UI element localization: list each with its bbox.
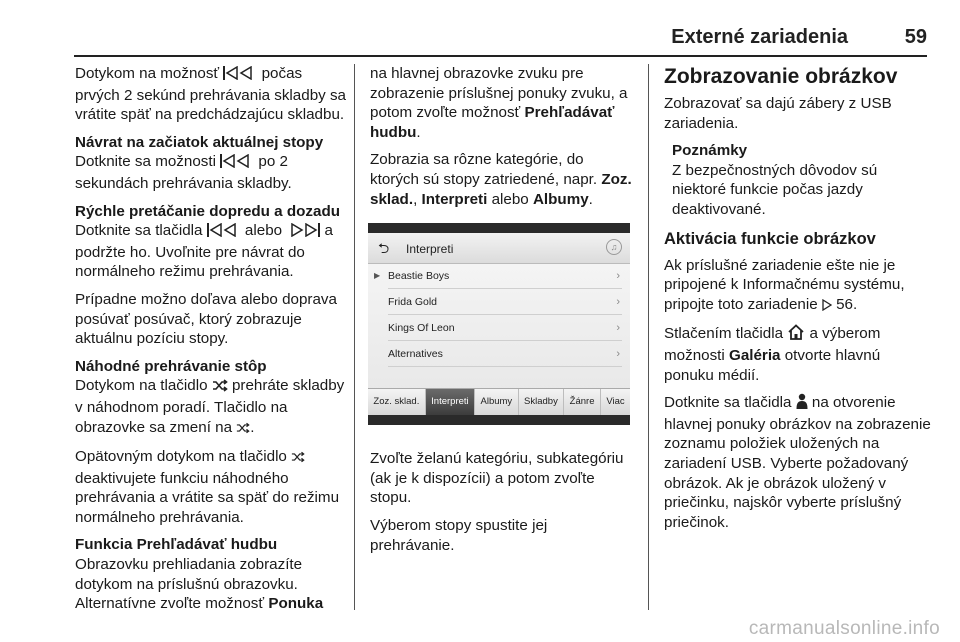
page-header: [0, 0, 960, 56]
watermark: carmanualsonline.info: [748, 618, 940, 639]
tab-songs[interactable]: Skladby: [519, 389, 565, 415]
paragraph-gallery: Stlačením tlačidla a výberom možnosti Galéria otvorte hlavnú ponuku médií.: [664, 325, 881, 384]
note-box: [664, 141, 934, 219]
chevron-right-icon: ›: [616, 270, 620, 283]
column-middle: [370, 64, 634, 563]
heading-restart-track: Návrat na začiatok aktuálnej stopy: [75, 133, 324, 151]
shuffle-icon: [212, 378, 228, 398]
page-number: 59: [904, 26, 927, 48]
note-title: Poznámky: [672, 142, 748, 160]
paragraph-slider: Prípadne možno doľava alebo doprava posúvať posúvač, ktorý zobrazuje aktuálnu pozíciu stopy.: [75, 290, 337, 348]
shuffle-icon: [291, 449, 305, 469]
heading-shuffle: Náhodné prehrávanie stôp: [75, 357, 267, 375]
paragraph-restart-track: Dotknite sa možnosti po 2 sekundách prehrávania skladby.: [75, 153, 292, 192]
chevron-right-icon: ›: [616, 322, 620, 335]
chevron-right-icon: ›: [616, 348, 620, 361]
paragraph-shuffle: Dotykom na tlačidlo prehráte skladby v náhodnom poradí. Tlačidlo na obrazovke sa zmení na .: [75, 376, 347, 439]
play-indicator-icon: ▶: [374, 271, 381, 281]
screen-display: [368, 233, 630, 415]
list-item[interactable]: Alternatives ›: [388, 341, 622, 367]
music-note-icon: ♫: [606, 239, 622, 255]
back-arrow-icon[interactable]: ⮌: [378, 240, 390, 257]
tab-albums[interactable]: Albumy: [475, 389, 519, 415]
paragraph-open-pictures: Dotknite sa tlačidla na otvorenie hlavnej ponuky obrázkov na zobrazenie zoznamu položiek uložených na zariadení USB. Vyberte požadovaný obrázok. Ak je obrázok uložený v priečinku, najskôr vyberte príslušný priečinok.: [664, 394, 931, 531]
list-item[interactable]: Kings Of Leon ›: [388, 315, 622, 341]
column-divider: [354, 64, 355, 610]
paragraph-start-playback: Výberom stopy spustite jej prehrávanie.: [370, 516, 548, 554]
tab-more[interactable]: Viac: [606, 396, 625, 408]
home-icon: [787, 324, 805, 346]
paragraph-connect-device: Ak príslušné zariadenie ešte nie je pripojené k Informačnému systému, pripojte toto zariadenie 56.: [664, 256, 934, 317]
paragraph-browse-music: Obrazovku prehliadania zobrazíte dotykom na príslušnú obrazovku. Alternatívne zvoľte možnosť Ponuka: [75, 556, 324, 613]
paragraph-shuffle-off: Opätovným dotykom na tlačidlo deaktivujete funkciu náhodného prehrávania a vrátite sa späť do režimu normálneho prehrávania.: [75, 448, 340, 526]
infotainment-screen-figure: [368, 223, 630, 425]
list-item[interactable]: ▶ Beastie Boys ›: [388, 263, 622, 289]
chevron-right-icon: ›: [616, 296, 620, 309]
paragraph-pictures-intro: Zobrazovať sa dajú zábery z USB zariadenia.: [664, 95, 892, 132]
screen-title: Interpreti: [406, 242, 454, 257]
heading-browse-music: Funkcia Prehľadávať hudbu: [75, 536, 278, 554]
list-item[interactable]: Frida Gold ›: [388, 289, 622, 315]
tab-artists[interactable]: Interpreti: [426, 389, 475, 415]
section-title: Externé zariadenia: [671, 26, 848, 48]
column-right: [664, 64, 934, 540]
heading-fast-forward: Rýchle pretáčanie dopredu a dozadu: [75, 202, 340, 220]
paragraph-fast-forward: Dotknite sa tlačidla alebo a podržte ho. Uvoľnite pre návrat do normálneho režimu prehrávania.: [75, 222, 333, 281]
heading-pictures: Zobrazovanie obrázkov: [664, 65, 898, 88]
skip-forward-icon: [286, 223, 320, 243]
skip-back-icon: [207, 223, 241, 243]
paragraph-select-category: Zvoľte želanú kategóriu, subkategóriu (ak je k dispozícii) a potom zvoľte stopu.: [370, 450, 624, 507]
person-icon: [796, 393, 808, 415]
column-left: [75, 64, 347, 622]
page-reference-icon: [822, 297, 832, 317]
skip-back-icon: [223, 66, 257, 86]
skip-back-icon: [220, 154, 254, 174]
paragraph-previous-track: Dotykom na možnosť počas prvých 2 sekúnd prehrávania skladby sa vrátite späť na predchádzajúcu skladbu.: [75, 65, 346, 124]
tab-playlists[interactable]: Zoz. sklad.: [368, 389, 426, 415]
column-divider: [648, 64, 649, 610]
heading-activate-pictures: Aktivácia funkcie obrázkov: [664, 229, 876, 248]
shuffle-icon: [236, 420, 250, 440]
tab-genres[interactable]: Žánre: [564, 389, 601, 415]
paragraph-categories: Zobrazia sa rôzne kategórie, do ktorých sú stopy zatriedené, napr. Zoz. sklad., Interpreti alebo Albumy.: [370, 151, 632, 208]
note-body: Z bezpečnostných dôvodov sú niektoré funkcie počas jazdy deaktivované.: [672, 161, 878, 218]
screen-title-bar: [368, 233, 630, 264]
category-tab-bar: [368, 388, 630, 415]
paragraph-browse-continued: na hlavnej obrazovke zvuku pre zobrazenie príslušnej ponuky zvuku, a potom zvoľte možnosť Prehľadávať hudbu.: [370, 65, 628, 141]
header-rule: [74, 55, 927, 57]
artist-list: [368, 263, 630, 367]
